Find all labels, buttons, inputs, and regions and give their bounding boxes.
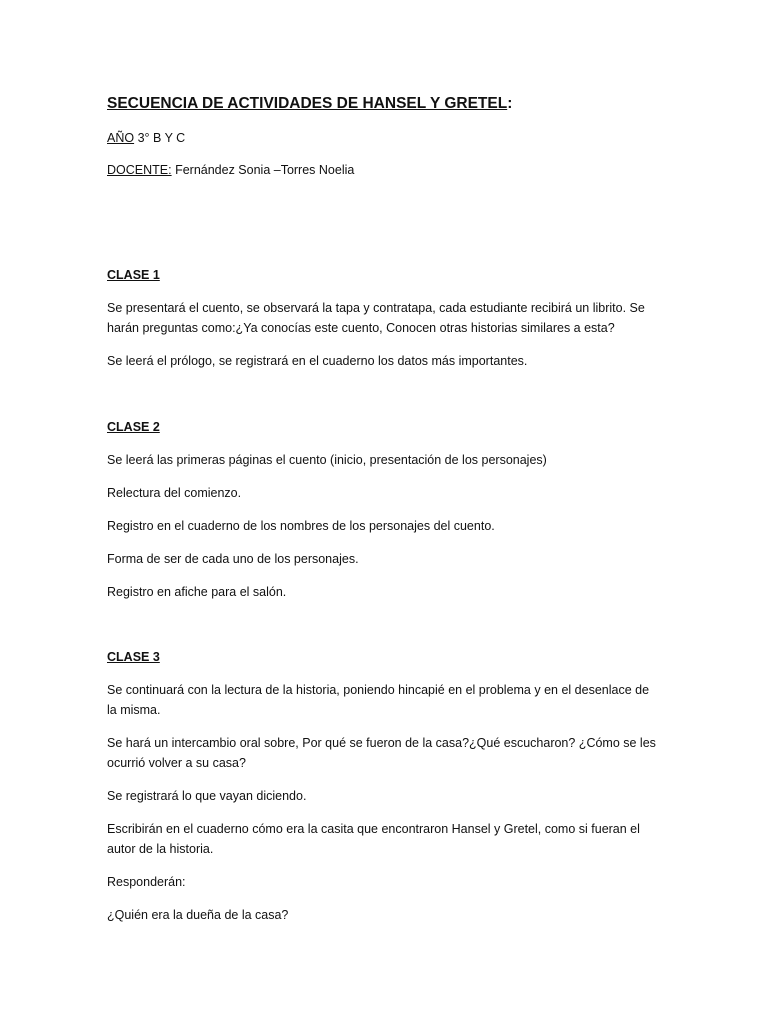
teacher-value: Fernández Sonia –Torres Noelia: [171, 163, 355, 177]
clase-2-paragraph-5: Registro en afiche para el salón.: [107, 585, 287, 599]
clase-3-paragraph-5: Responderán:: [107, 875, 186, 889]
clase-2-paragraph-2: Relectura del comienzo.: [107, 486, 242, 500]
clase-3-heading: CLASE 3: [107, 650, 160, 664]
clase-2-paragraph-3: Registro en el cuaderno de los nombres de los personajes del cuento.: [107, 519, 495, 533]
clase-3-paragraph-6: ¿Quién era la dueña de la casa?: [107, 908, 289, 922]
clase-2-paragraph-4: Forma de ser de cada uno de los personajes.: [107, 552, 359, 566]
clase-3-paragraph-4: Escribirán en el cuaderno cómo era la casita que encontraron Hansel y Gretel, como si fueran el autor de la historia.: [107, 822, 640, 856]
clase-3-paragraph-3: Se registrará lo que vayan diciendo.: [107, 789, 307, 803]
clase-1-paragraph-1: Se presentará el cuento, se observará la tapa y contratapa, cada estudiante recibirá un librito. Se harán preguntas como:¿Ya conocías este cuento, Conocen otras historias similares a esta?: [107, 301, 645, 335]
clase-3-paragraph-1: Se continuará con la lectura de la historia, poniendo hincapié en el problema y en el desenlace de la misma.: [107, 683, 650, 717]
title-text: SECUENCIA DE ACTIVIDADES DE HANSEL Y GRETEL: [107, 95, 508, 112]
year-line: [107, 131, 185, 145]
year-label: AÑO: [107, 131, 135, 145]
year-value: 3° B Y C: [134, 131, 186, 145]
clase-2-heading: CLASE 2: [107, 420, 160, 434]
teacher-label: DOCENTE:: [107, 163, 172, 177]
clase-2-paragraph-1: Se leerá las primeras páginas el cuento (inicio, presentación de los personajes): [107, 453, 547, 467]
title-colon: :: [507, 95, 513, 112]
document-title: [107, 95, 512, 113]
clase-3-paragraph-2: Se hará un intercambio oral sobre, Por qué se fueron de la casa?¿Qué escucharon? ¿Cómo se les ocurrió volver a su casa?: [107, 736, 656, 770]
teacher-line: [107, 163, 354, 177]
clase-1-heading: CLASE 1: [107, 268, 160, 282]
clase-1-paragraph-2: Se leerá el prólogo, se registrará en el cuaderno los datos más importantes.: [107, 354, 528, 368]
